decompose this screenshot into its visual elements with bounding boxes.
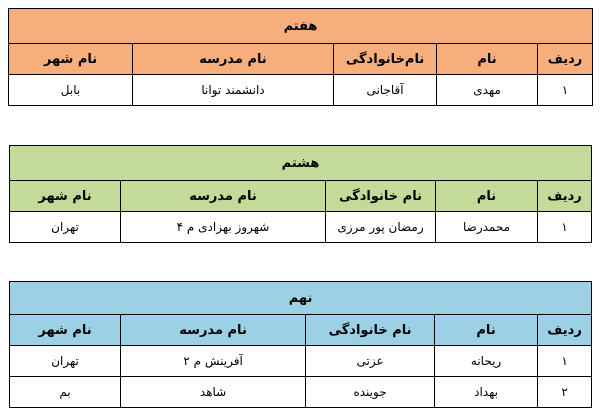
header-first-name: نام (437, 44, 538, 75)
header-school-name: نام مدرسه (133, 44, 334, 75)
cell-school-name: آفرینش م ۲ (121, 346, 306, 377)
header-first-name: نام (436, 181, 538, 212)
cell-city-name: بابل (9, 75, 133, 106)
grade-8-table (9, 145, 592, 243)
grade-7-table (8, 8, 593, 106)
header-city-name: نام شهر (9, 44, 133, 75)
header-city-name: نام شهر (10, 315, 121, 346)
cell-first-name: مهدی (437, 75, 538, 106)
header-row-number: ردیف (538, 44, 593, 75)
table-title: هشتم (10, 146, 592, 181)
cell-last-name: رمضان پور مرزی (326, 212, 436, 243)
cell-school-name: دانشمند توانا (133, 75, 334, 106)
cell-first-name: بهداد (435, 377, 538, 408)
cell-row-number: ۱ (538, 346, 592, 377)
cell-school-name: شهروز بهزادی م ۴ (121, 212, 326, 243)
cell-row-number: ۱ (538, 212, 592, 243)
cell-city-name: تهران (10, 346, 121, 377)
cell-first-name: ریحانه (435, 346, 538, 377)
table-title: نهم (10, 282, 592, 315)
header-last-name: نام خانوادگی (326, 181, 436, 212)
header-first-name: نام (435, 315, 538, 346)
table-row (10, 377, 592, 408)
table-title: هفتم (9, 9, 593, 44)
cell-city-name: بم (10, 377, 121, 408)
header-row (10, 181, 592, 212)
cell-last-name: عزتی (306, 346, 435, 377)
cell-city-name: تهران (10, 212, 121, 243)
table-row (10, 346, 592, 377)
grade-9-table (9, 281, 592, 408)
table-row (10, 212, 592, 243)
header-row (9, 44, 593, 75)
table-row (9, 75, 593, 106)
header-row-number: ردیف (538, 315, 592, 346)
cell-last-name: جوینده (306, 377, 435, 408)
header-row (10, 315, 592, 346)
cell-row-number: ۱ (538, 75, 593, 106)
header-row-number: ردیف (538, 181, 592, 212)
header-last-name: نام‌خانوادگی (334, 44, 437, 75)
cell-row-number: ۲ (538, 377, 592, 408)
cell-first-name: محمدرضا (436, 212, 538, 243)
header-school-name: نام مدرسه (121, 181, 326, 212)
cell-school-name: شاهد (121, 377, 306, 408)
cell-last-name: آقاجانی (334, 75, 437, 106)
header-school-name: نام مدرسه (121, 315, 306, 346)
header-last-name: نام خانوادگی (306, 315, 435, 346)
header-city-name: نام شهر (10, 181, 121, 212)
